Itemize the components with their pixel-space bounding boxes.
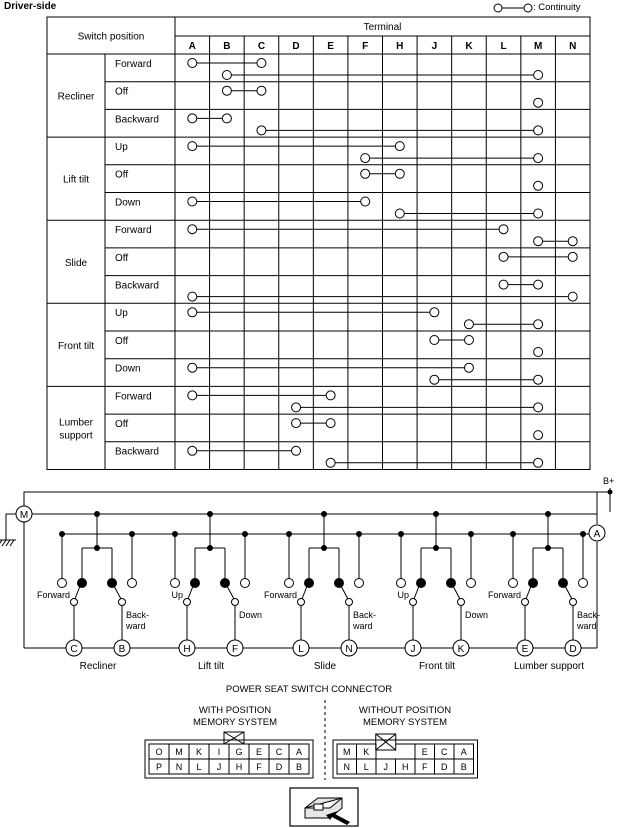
continuity-point [257,126,266,135]
with-memory-connector-pin-label: K [195,747,203,757]
row-label: Up [115,141,128,153]
page-title: Driver-side [4,1,57,12]
continuity-point [534,375,543,384]
continuity-point [534,181,543,190]
without-memory-connector-pin-label: B [460,762,467,772]
continuity-point [257,86,266,95]
with-memory-connector-pin-label: C [275,747,283,757]
continuity-point [361,169,370,178]
terminal-label: H [396,41,404,52]
row-label: Off [115,418,129,430]
terminal-label: B [118,644,126,655]
switch-blade [414,586,419,599]
connector-diagrams [0,680,618,828]
group-label: Lift tilt [62,174,90,186]
switch-contact [171,579,180,588]
continuity-point [534,458,543,467]
terminal-label: F [231,644,239,655]
continuity-point [499,280,508,289]
continuity-point [188,114,197,123]
switch-blade [227,586,234,599]
switch-name-label: Lumber support [513,661,585,672]
switch-name-label: Recliner [79,661,117,672]
switch-pivot [71,599,78,606]
row-label: Forward [115,225,152,237]
continuity-point [222,71,231,80]
continuity-point [361,154,370,163]
row-label: Off [115,252,129,264]
continuity-point [257,59,266,68]
group-label: Lumber [59,417,93,429]
switch-right-label: ward [353,621,373,631]
terminal-label: B [223,41,231,52]
with-memory-connector-pin-label: E [255,747,263,757]
continuity-point [188,197,197,206]
with-memory-connector-pin-label: A [295,747,303,757]
row-label: Forward [115,391,152,403]
without-memory-connector-pin-label: C [441,747,448,757]
with-memory-connector-pin-label: M [175,747,183,757]
without-memory-title-2: MEMORY SYSTEM [362,717,448,728]
row-label: Backward [115,280,159,292]
continuity-point [464,336,473,345]
with-memory-connector-pin-label: L [196,762,202,772]
switch-name-label: Slide [313,661,337,672]
terminal-label: L [298,644,304,655]
switch-pivot [346,599,353,606]
continuity-point [534,280,543,289]
continuity-point [499,252,508,261]
group-label: Recliner [57,91,95,103]
row-label: Backward [115,446,159,458]
switch-contact [108,579,117,588]
switch-blade [75,586,80,599]
continuity-point [568,292,577,301]
with-memory-connector-pin-label: B [295,762,303,772]
switch-pivot [458,599,465,606]
with-memory-connector-pin-label: P [155,762,163,772]
continuity-point [188,363,197,372]
switch-contact [579,579,588,588]
continuity-point [361,197,370,206]
switch-pivot [232,599,239,606]
row-label: Off [115,169,129,181]
row-label: Up [115,308,128,320]
switch-contact [417,579,426,588]
continuity-point [534,431,543,440]
continuity-point [430,308,439,317]
continuity-point [326,391,335,400]
switch-contact [78,579,87,588]
switch-pivot [410,599,417,606]
terminal-label: L [500,41,507,52]
connector-title: POWER SEAT SWITCH CONNECTOR [225,684,393,695]
continuity-point [534,209,543,218]
continuity-point [430,336,439,345]
power-wire [24,492,610,514]
ground-icon [2,540,6,546]
without-memory-connector-pin-label: M [343,747,351,757]
connector-icon [314,804,323,810]
switch-right-label: Back- [577,610,601,620]
with-memory-connector-pin-label: H [235,762,243,772]
switch-blade [565,586,572,599]
switch-right-label: ward [577,621,597,631]
terminal-label: A [593,529,601,540]
continuity-legend-label: : Continuity [533,2,581,13]
switch-blade [526,586,531,599]
terminal-label: E [327,41,334,52]
row-label: Backward [115,114,159,126]
continuity-point [222,86,231,95]
row-label: Down [115,363,141,375]
switch-pivot [119,599,126,606]
terminal-label: D [569,644,577,655]
switch-contact [559,579,568,588]
row-label: Forward [115,58,152,70]
switch-contact [305,579,314,588]
without-memory-connector-pin-label: D [441,762,448,772]
continuity-point [534,403,543,412]
continuity-point [395,169,404,178]
without-memory-connector-pin-label: A [460,747,467,757]
switch-contact [191,579,200,588]
circuit-diagram [0,470,618,680]
terminal-label: N [345,644,353,655]
continuity-point [534,154,543,163]
with-memory-connector-pin-label: N [175,762,183,772]
continuity-point [395,142,404,151]
continuity-point [188,225,197,234]
switch-blade [302,586,307,599]
continuity-point [534,71,543,80]
terminal-label: C [257,41,266,52]
continuity-point [188,292,197,301]
continuity-point [188,142,197,151]
continuity-point [534,348,543,357]
switch-left-label: Forward [263,590,297,600]
switch-left-label: Up [397,590,409,600]
without-memory-connector-pin-label: E [421,747,428,757]
switch-right-label: Down [239,610,263,620]
switch-contact [397,579,406,588]
switch-position-header: Switch position [77,31,145,43]
switch-contact [509,579,518,588]
switch-pivot [522,599,529,606]
terminal-label: A [188,41,196,52]
switch-contact [335,579,344,588]
continuity-point [326,458,335,467]
row-label: Off [115,335,129,347]
ground-icon [0,540,2,546]
terminal-label: C [70,644,78,655]
supply-label: B+ [603,476,615,486]
continuity-point [292,446,301,455]
terminal-label: K [465,41,473,52]
switch-pivot [298,599,305,606]
ground-icon [6,540,10,546]
continuity-point [499,225,508,234]
continuity-point [534,237,543,246]
switch-contact [447,579,456,588]
with-memory-title-1: WITH POSITION [198,705,272,716]
with-memory-connector-pin-label: F [256,762,262,772]
continuity-point [188,59,197,68]
without-memory-connector-pin-label: F [422,762,428,772]
motor-label: M [19,510,29,521]
continuity-point [534,320,543,329]
terminal-label: N [569,41,577,52]
continuity-point [292,419,301,428]
without-memory-title-1: WITHOUT POSITION [358,705,452,716]
switch-right-label: Down [465,610,489,620]
continuity-point [464,320,473,329]
switch-blade [114,586,121,599]
switch-name-label: Front tilt [418,661,456,672]
terminal-label: H [183,644,191,655]
with-memory-connector-pin-label: I [217,747,221,757]
without-memory-connector-pin-label: N [343,762,350,772]
without-memory-connector-pin-label: J [383,762,388,772]
with-memory-connector-pin-label: D [275,762,283,772]
switch-right-label: ward [126,621,146,631]
switch-right-label: Back- [353,610,377,620]
continuity-point [188,308,197,317]
continuity-point [188,446,197,455]
without-memory-connector-pin-label: K [363,747,370,757]
continuity-point [534,98,543,107]
group-label: support [59,430,93,442]
switch-contact [128,579,137,588]
terminal-label: J [431,41,438,52]
terminal-label: M [533,41,543,52]
with-memory-title-2: MEMORY SYSTEM [192,717,278,728]
continuity-point [222,114,231,123]
continuity-point [534,126,543,135]
terminal-label: K [457,644,465,655]
switch-left-label: Forward [36,590,70,600]
switch-contact [285,579,294,588]
without-memory-connector-pin-label: L [363,762,369,772]
switch-contact [241,579,250,588]
switch-blade [453,586,460,599]
continuity-point [395,209,404,218]
with-memory-connector-pin-label: O [155,747,163,757]
switch-blade [188,586,193,599]
continuity-point [464,363,473,372]
continuity-point [326,419,335,428]
row-label: Off [115,86,129,98]
terminal-label: D [292,41,300,52]
switch-contact [221,579,230,588]
continuity-point [568,237,577,246]
without-memory-connector-pin-label: H [402,762,409,772]
terminal-header: Terminal [363,22,402,33]
continuity-point [568,252,577,261]
switch-blade [341,586,348,599]
switch-pivot [184,599,191,606]
switch-contact [58,579,67,588]
ground-icon [10,540,14,546]
terminal-label: J [410,644,416,655]
continuity-point [430,375,439,384]
with-memory-connector-pin-label: G [235,747,243,757]
terminal-label: E [521,644,529,655]
switch-left-label: Forward [487,590,521,600]
switch-name-label: Lift tilt [197,661,225,672]
switch-left-label: Up [171,590,183,600]
continuity-point [292,403,301,412]
switch-contact [529,579,538,588]
terminal-label: F [362,41,369,52]
with-memory-connector-pin-label: J [216,762,222,772]
switch-right-label: Back- [126,610,150,620]
group-label: Slide [64,257,88,269]
group-label: Front tilt [57,340,95,352]
switch-pivot [570,599,577,606]
switch-contact [355,579,364,588]
switch-contact [467,579,476,588]
continuity-point [188,391,197,400]
row-label: Down [115,197,141,209]
